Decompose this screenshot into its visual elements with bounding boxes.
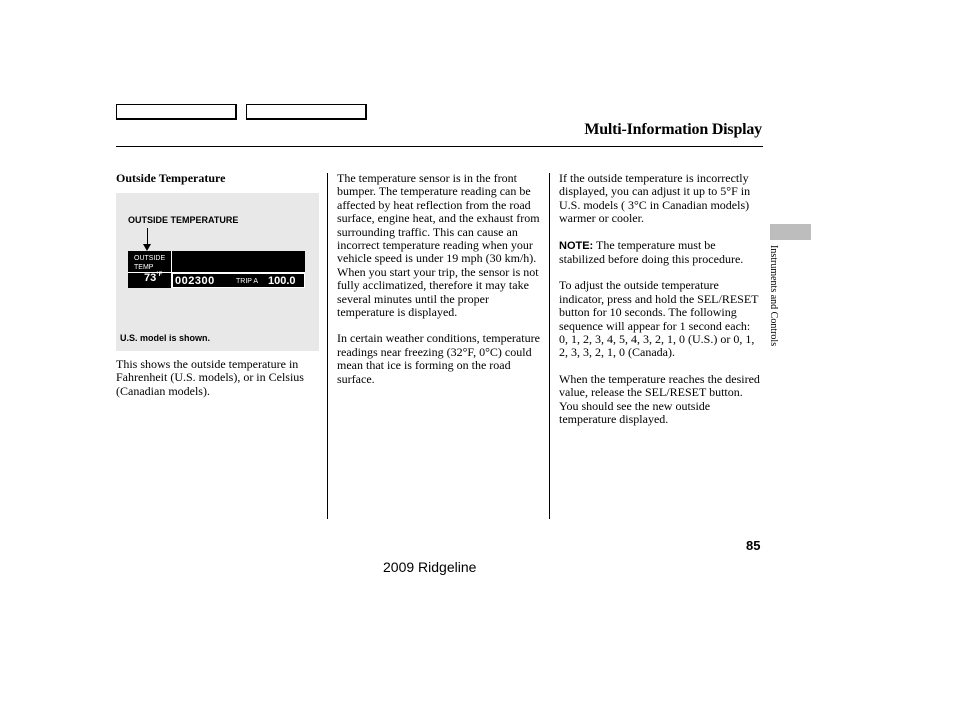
paragraph: To adjust the outside temperature indicator, press and hold the SEL/RESET button for 10 seconds. The following sequence will appear for 1 second each: 0, 1, 2, 3, 4, 5, 4, 3, 2, 1, 0 (U.S.) or 0, 1, 2, 3, 3, 2, 1, 0 (Canada). (559, 278, 759, 360)
display-temperature (144, 272, 162, 284)
paragraph: If the outside temperature is incorrectly displayed, you can adjust it up to 5°F in U.S. models ( 3°C in Canadian models) warmer or cooler. (559, 171, 751, 226)
column-divider-2 (549, 173, 550, 519)
paragraph: The temperature sensor is in the front bumper. The temperature reading can be affected by heat reflection from the road surface, engine heat, and the exhaust from surrounding traffic. This can cause an incorrect temperature reading when your vehicle speed is under 19 mph (30 km/h). When you start your trip, the sensor is not fully acclimatized, therefore it may take several minutes until the proper temperature is displayed. (337, 171, 540, 320)
display-temperature-value: 73 (144, 272, 157, 284)
footer-model: 2009 Ridgeline (383, 559, 477, 575)
pointer-arrowhead-icon (143, 244, 151, 251)
display-outside-line2: TEMP (134, 264, 154, 271)
section-label (768, 245, 786, 385)
column-1-text (116, 358, 322, 411)
column-divider-1 (327, 173, 328, 519)
figure-label: OUTSIDE TEMPERATURE (128, 215, 239, 225)
header-tab-2 (246, 104, 367, 120)
column-2 (337, 172, 543, 399)
title-rule (116, 146, 763, 147)
note-label: NOTE: (559, 239, 594, 252)
section-heading: Outside Temperature (116, 171, 226, 185)
note-text: The temperature must be stabilized before doing this procedure. (559, 237, 744, 267)
note-paragraph (559, 239, 761, 267)
display-outside-temp-label (134, 254, 165, 272)
paragraph: This shows the outside temperature in Fahrenheit (U.S. models), or in Celsius (Canadian models). (116, 357, 304, 398)
display-trip-value: 100.0 (268, 275, 296, 287)
display-figure (116, 193, 319, 351)
column-3 (559, 172, 761, 440)
section-tab (770, 224, 811, 240)
section-label-text: Instruments and Controls (768, 245, 779, 347)
display-outside-line1: OUTSIDE (134, 255, 166, 262)
display-temperature-unit: °F (156, 272, 163, 278)
page-number: 85 (746, 538, 761, 553)
figure-caption: U.S. model is shown. (120, 333, 211, 343)
multi-info-display (128, 251, 305, 288)
display-trip-label: TRIP A (236, 278, 259, 285)
page-title: Multi-Information Display (584, 121, 762, 138)
paragraph: In certain weather conditions, temperature readings near freezing (32°F, 0°C) could mean that ice is forming on the road surface. (337, 331, 540, 386)
paragraph: When the temperature reaches the desired value, release the SEL/RESET button. You should see the new outside temperature displayed. (559, 371, 760, 427)
header-tab-1 (116, 104, 237, 120)
display-odometer: 002300 (175, 275, 215, 287)
